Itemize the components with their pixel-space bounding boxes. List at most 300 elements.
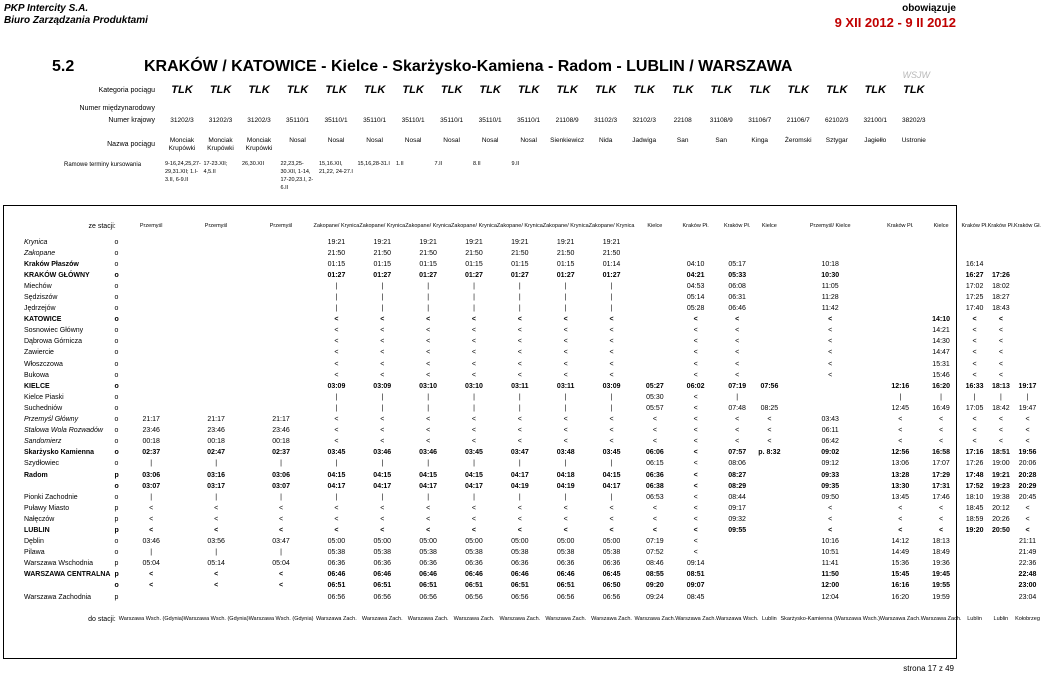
time-cell: 10:51 [821,549,839,557]
time-cell: 03:46 [142,538,160,546]
schedule-cell: 1.II [396,161,404,167]
time-cell: 05:57 [646,404,664,412]
time-cell [119,359,184,370]
time-cell: 21:50 [419,249,437,257]
time-cell: < [517,438,522,446]
time-cell: 05:38 [465,549,483,557]
time-cell: 06:42 [821,438,839,446]
time-cell: 16:14 [965,260,984,268]
time-cell: 05:28 [686,305,705,313]
timetable-row [4,359,1041,370]
time-cell: 14:10 [932,316,951,324]
time-cell: 11:41 [821,560,839,568]
time-cell: 19:21 [556,238,575,246]
time-cell: 03:17 [207,482,226,490]
time-cell [758,359,780,370]
timetable-row [4,237,1041,248]
time-cell: < [735,338,740,346]
time-cell [780,381,879,392]
station-name: Bukowa [24,371,49,379]
stop-type: o [114,249,119,257]
schedule-cell: 26,30.XII [242,161,265,167]
time-cell: 06:53 [646,493,664,501]
time-cell: < [828,316,833,324]
train-number-cell: 31108/9 [709,117,733,124]
time-cell: < [693,493,698,501]
time-cell: < [334,416,339,424]
station-cell: Kraków Pł. [682,222,709,229]
time-cell: < [972,338,977,346]
time-cell: 19:21 [419,238,437,246]
schedule-cell: 15,16,28-31.I [357,161,390,167]
time-cell: 09:17 [728,504,746,512]
time-cell: 21:50 [373,249,392,257]
time-cell [249,370,314,381]
time-cell: < [380,360,385,368]
time-cell: < [426,327,431,335]
from-stations-row [4,215,1041,237]
stop-type: o [114,438,119,446]
time-cell [249,237,314,248]
time-cell: < [1025,438,1030,446]
time-cell [634,348,675,359]
time-cell: | [564,460,567,468]
time-cell: 03:46 [419,449,438,457]
time-cell: < [735,371,740,379]
time-cell: 07:56 [760,382,779,390]
time-cell [184,292,249,303]
time-cell [634,281,675,292]
time-cell: 01:27 [556,271,575,279]
station-name: Sandomierz [24,438,62,446]
time-cell [758,292,780,303]
time-cell: < [426,416,431,424]
time-cell: 04:21 [686,271,705,279]
time-cell: 06:06 [645,449,664,457]
time-cell: < [1025,526,1030,534]
time-cell: 09:55 [728,526,747,534]
time-cell: < [426,371,431,379]
time-cell: | [215,460,218,468]
category-cell: TLK [903,84,925,96]
time-cell: < [609,438,614,446]
time-cell [249,281,314,292]
time-cell: 21:17 [272,416,290,424]
time-cell: | [518,460,521,468]
time-cell [758,492,780,503]
time-cell: < [828,349,833,357]
time-cell: < [278,526,284,534]
time-cell: < [972,349,977,357]
timetable-row [4,392,1041,403]
stop-type: p [114,571,119,579]
time-cell: 06:36 [373,560,392,568]
time-cell: 09:50 [821,493,839,501]
stop-type: o [114,327,119,335]
time-cell: < [828,360,833,368]
train-number-cell: 32100/1 [863,117,888,124]
time-cell: 07:57 [728,449,747,457]
train-number-cell: 35110/1 [363,117,387,124]
time-cell: | [564,282,567,290]
train-number-cell: 35110/1 [478,117,502,124]
time-cell: 01:15 [327,260,346,268]
category-cell: TLK [826,84,848,96]
station-cell: Przemyśl [269,222,293,229]
time-cell: < [334,349,339,357]
time-cell [880,237,921,248]
time-cell: < [939,504,944,512]
train-name-cell: Jagiełło [864,137,887,144]
time-cell: 02:47 [207,449,226,457]
page-title [52,58,792,76]
time-cell [880,348,921,359]
time-cell: < [563,338,568,346]
time-cell: 03:47 [272,538,290,546]
time-cell: < [426,360,431,368]
train-name-cell: Nosal [520,137,537,144]
time-cell: 06:56 [602,593,621,601]
national-number-row [163,117,933,125]
time-cell: 06:56 [465,593,483,601]
time-cell: < [426,438,431,446]
category-cell: TLK [209,84,232,96]
time-cell: 03:09 [373,382,392,390]
time-cell: 06:51 [465,582,483,590]
station-name: Pionki Zachodnie [24,493,78,501]
time-cell: < [471,438,477,446]
time-cell: 17:07 [932,460,950,468]
time-cell [1014,326,1041,337]
time-cell [119,403,184,414]
station-cell: Kielce [647,222,663,229]
time-cell: < [426,515,431,523]
time-cell: < [380,515,385,523]
time-cell: < [471,316,477,324]
time-cell: 03:09 [602,382,621,390]
time-cell: 05:00 [419,538,437,546]
time-cell [119,259,184,270]
station-name: Przemyśl Główny [24,416,79,424]
time-cell: < [939,515,944,523]
time-cell: | [518,493,521,501]
timetable-row [4,503,1041,514]
time-cell [961,548,987,559]
stop-type: o [114,316,119,324]
time-cell: | [150,460,153,468]
station-name: Zawiercie [24,349,54,357]
station-name: Nałęczów [24,515,55,523]
time-cell: < [998,360,1003,368]
station-name [4,581,110,592]
time-cell: < [998,338,1003,346]
category-cell: TLK [749,84,771,96]
time-cell: < [380,416,385,424]
time-cell: 15:31 [932,360,950,368]
station-cell: Zakopane/ Krynica [588,222,635,229]
train-name-cell: Monciak Krupówki [245,137,273,152]
station-cell: Warszawa Zach. [634,615,676,622]
time-cell: | [335,493,338,501]
time-cell: < [563,316,568,324]
time-cell [988,592,1014,603]
time-cell [961,581,987,592]
time-cell: < [517,316,522,324]
time-cell: 23:46 [142,427,160,435]
time-cell: < [609,427,614,435]
time-cell: 05:27 [645,382,664,390]
time-cell: < [939,526,944,534]
train-number-cell: 31102/3 [594,117,618,124]
time-cell [119,304,184,315]
time-cell [716,248,758,259]
time-cell: < [998,371,1003,379]
time-cell: < [471,360,477,368]
time-cell: 17:02 [965,282,984,290]
time-cell: 01:27 [602,271,621,279]
time-cell [880,270,921,281]
time-cell: 01:15 [419,260,437,268]
time-cell: < [517,416,522,424]
time-cell: 19:55 [932,582,951,590]
time-cell: | [381,493,384,501]
time-cell: < [735,327,740,335]
timetable-row [4,525,1041,536]
time-cell: | [335,404,338,412]
time-cell: < [563,438,568,446]
time-cell: < [652,515,657,523]
station-cell: Kielce [761,222,777,229]
time-cell: 11:05 [821,282,839,290]
time-cell: < [563,349,568,357]
time-cell: 17:52 [965,482,984,490]
time-cell: < [380,316,385,324]
time-cell: < [735,349,740,357]
station-name: LUBLIN [24,526,50,534]
schedule-cell: 15,16.XII, 21,22, 24-27.I [319,161,353,175]
time-cell [675,248,716,259]
time-cell: < [334,371,339,379]
time-cell: < [149,515,154,523]
time-cell: 05:14 [207,560,225,568]
time-cell: < [517,504,522,512]
time-cell: 04:53 [686,282,705,290]
time-cell: < [426,349,431,357]
train-number-cell: 22108 [673,117,692,124]
time-cell [758,304,780,315]
time-cell [249,304,314,315]
stop-type: o [114,404,119,412]
time-cell: 19:21 [327,238,346,246]
time-cell: 03:10 [419,382,438,390]
time-cell: 01:15 [373,260,392,268]
time-cell: 06:51 [556,582,575,590]
time-cell: < [334,338,339,346]
category-cell: TLK [440,84,463,96]
time-cell: < [471,515,477,523]
time-cell: < [898,416,903,424]
time-cell [249,348,314,359]
time-cell: < [471,338,477,346]
time-cell: < [563,515,568,523]
time-cell [119,326,184,337]
train-number-cell: 35110/1 [401,117,425,124]
header-label: ze stacji: [88,222,116,230]
time-cell: 21:50 [327,249,346,257]
category-cell: TLK [363,84,386,96]
time-cell: 08:27 [728,471,747,479]
time-cell [1014,270,1041,281]
time-cell: < [767,427,772,435]
time-cell: < [380,371,385,379]
time-cell: 19:23 [991,482,1010,490]
time-cell [1014,259,1041,270]
time-cell: < [693,404,698,412]
time-cell: 12:00 [821,582,840,590]
time-cell: 12:56 [891,449,910,457]
time-cell [780,392,879,403]
station-cell: Warszawa Zach. [499,615,541,622]
time-cell [184,259,249,270]
time-cell: < [1025,416,1030,424]
stop-type: o [114,338,119,346]
time-cell [1014,370,1041,381]
time-cell [184,592,249,603]
time-cell: < [767,438,772,446]
time-cell [880,259,921,270]
time-cell: 04:15 [327,471,346,479]
station-name: Kielce Piaski [24,393,64,401]
time-cell: 05:04 [142,560,160,568]
time-cell: 04:17 [602,482,621,490]
time-cell: < [563,416,568,424]
time-cell: | [427,404,430,412]
time-cell: 03:43 [821,416,839,424]
time-cell: 18:49 [932,549,950,557]
time-cell: 06:36 [465,560,483,568]
time-cell [249,381,314,392]
timetable-row [4,514,1041,525]
time-cell: 19:17 [1018,382,1037,390]
station-name: KATOWICE [24,316,62,324]
time-cell: 11:28 [821,294,839,302]
time-cell: < [735,416,740,424]
stop-type: o [114,349,119,357]
time-cell: 01:27 [373,271,392,279]
train-number-cell: 35110/1 [440,117,464,124]
time-cell [758,259,780,270]
time-cell [184,304,249,315]
time-cell: < [972,416,977,424]
time-cell: 06:36 [419,560,437,568]
time-cell: 01:27 [419,271,438,279]
time-cell: 01:27 [465,271,483,279]
time-cell [249,270,314,281]
time-cell [758,337,780,348]
time-cell [880,281,921,292]
schedule-cell: 8.II [473,161,481,167]
time-cell: < [998,438,1003,446]
station-name: Warszawa Wschodnia [24,560,93,568]
time-cell: 03:10 [465,382,483,390]
time-cell: 06:36 [602,560,621,568]
category-cell: TLK [556,84,578,96]
time-cell: 05:00 [602,538,621,546]
time-cell: | [473,282,475,290]
station-cell: Kielce [933,222,949,229]
timetable-row [4,292,1041,303]
time-cell [184,403,249,414]
time-cell: 21:17 [142,416,160,424]
station-cell: Kraków Pł. [887,222,914,229]
time-cell: < [334,360,339,368]
time-cell: | [473,294,475,302]
time-cell: < [563,360,568,368]
office-name: Biuro Zarządzania Produktami [4,15,148,26]
time-cell: | [427,305,430,313]
stop-type: o [114,305,119,313]
category-row [163,83,933,97]
time-cell: 19:00 [992,460,1010,468]
timetable-row [4,581,1041,592]
time-cell: < [972,327,977,335]
station-cell: Warszawa Zach. [675,615,717,622]
time-cell: < [517,327,522,335]
time-cell [758,470,780,481]
time-cell: | [473,305,475,313]
time-cell: < [693,515,698,523]
station-name: WARSZAWA CENTRALNA [24,571,111,579]
time-cell [634,315,675,326]
time-cell [634,359,675,370]
station-cell: Kraków Pł. [724,222,751,229]
schedule-label: Ramowe terminy kursowania [64,162,142,168]
time-cell: 06:36 [327,560,346,568]
station-name: Radom [24,471,48,479]
time-cell: 06:46 [510,571,529,579]
time-cell: 09:24 [646,593,664,601]
intl-number-label: Numer międzynarodowy [79,105,155,112]
time-cell: 08:44 [728,493,746,501]
time-cell: | [335,393,338,401]
time-cell [184,337,249,348]
time-cell: < [828,371,833,379]
time-cell: < [693,316,698,324]
time-cell: 06:38 [645,482,664,490]
time-cell: < [998,349,1003,357]
time-cell: 03:07 [272,482,290,490]
station-cell: Kraków Pł. [987,222,1015,229]
time-cell: | [473,460,475,468]
category-cell: TLK [864,84,886,96]
time-cell: < [609,416,614,424]
time-cell [921,237,962,248]
station-cell: Warszawa Zach. [591,615,632,622]
time-cell [988,237,1014,248]
time-cell: | [335,305,338,313]
time-cell: < [334,515,339,523]
time-cell: | [381,393,384,401]
time-cell [758,548,780,559]
time-cell: 15:36 [891,560,910,568]
time-cell: < [380,349,385,357]
time-cell: | [427,294,430,302]
time-cell: 19:47 [1018,404,1037,412]
time-cell: < [998,327,1003,335]
station-cell: Warszawa Zach. [879,615,921,622]
time-cell [184,348,249,359]
time-cell: 14:12 [891,538,910,546]
